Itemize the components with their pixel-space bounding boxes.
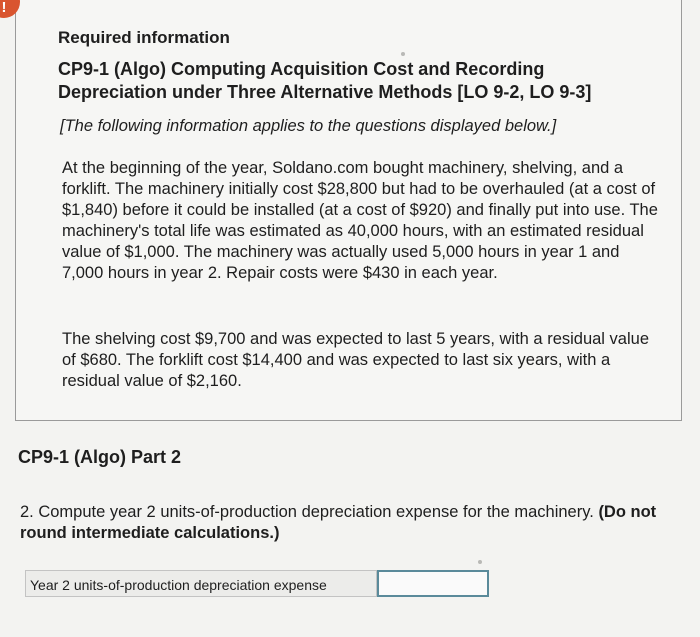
answer-label: Year 2 units-of-production depreciation expense: [25, 570, 377, 597]
problem-paragraph-2: The shelving cost $9,700 and was expected to last 5 years, with a residual value of $680. The forklift cost $14,400 and was expected to last six years, with a residual value of $2,160.: [62, 330, 650, 390]
answer-row: [25, 570, 489, 597]
part-title: CP9-1 (Algo) Part 2: [18, 447, 182, 467]
dust-speck: [401, 52, 405, 56]
problem-title: CP9-1 (Algo) Computing Acquisition Cost and Recording Depreciation under Three Alternative Methods [LO 9-2, LO 9-3]: [58, 59, 592, 102]
question-prompt: 2. Compute year 2 units-of-production depreciation expense for the machinery.: [20, 503, 594, 521]
question-text: [20, 502, 695, 544]
required-information-heading: Required information: [58, 28, 230, 47]
alert-icon: !: [0, 0, 20, 18]
dust-speck: [478, 560, 482, 564]
problem-paragraph-1: At the beginning of the year, Soldano.com bought machinery, shelving, and a forklift. The machinery initially cost $28,800 but had to be overhauled (at a cost of $1,840) before it could be installed (at a cost of $920) and finally put into use. The machinery's total life was estimated as 40,000 hours, with an estimated residual value of $1,000. The machinery was actually used 5,000 hours in year 1 and 7,000 hours in year 2. Repair costs were $430 in each year.: [62, 159, 658, 282]
depreciation-expense-input[interactable]: [377, 570, 489, 597]
applies-note: [The following information applies to the questions displayed below.]: [60, 117, 557, 135]
question-instruction: (Do not round intermediate calculations.): [20, 503, 657, 542]
